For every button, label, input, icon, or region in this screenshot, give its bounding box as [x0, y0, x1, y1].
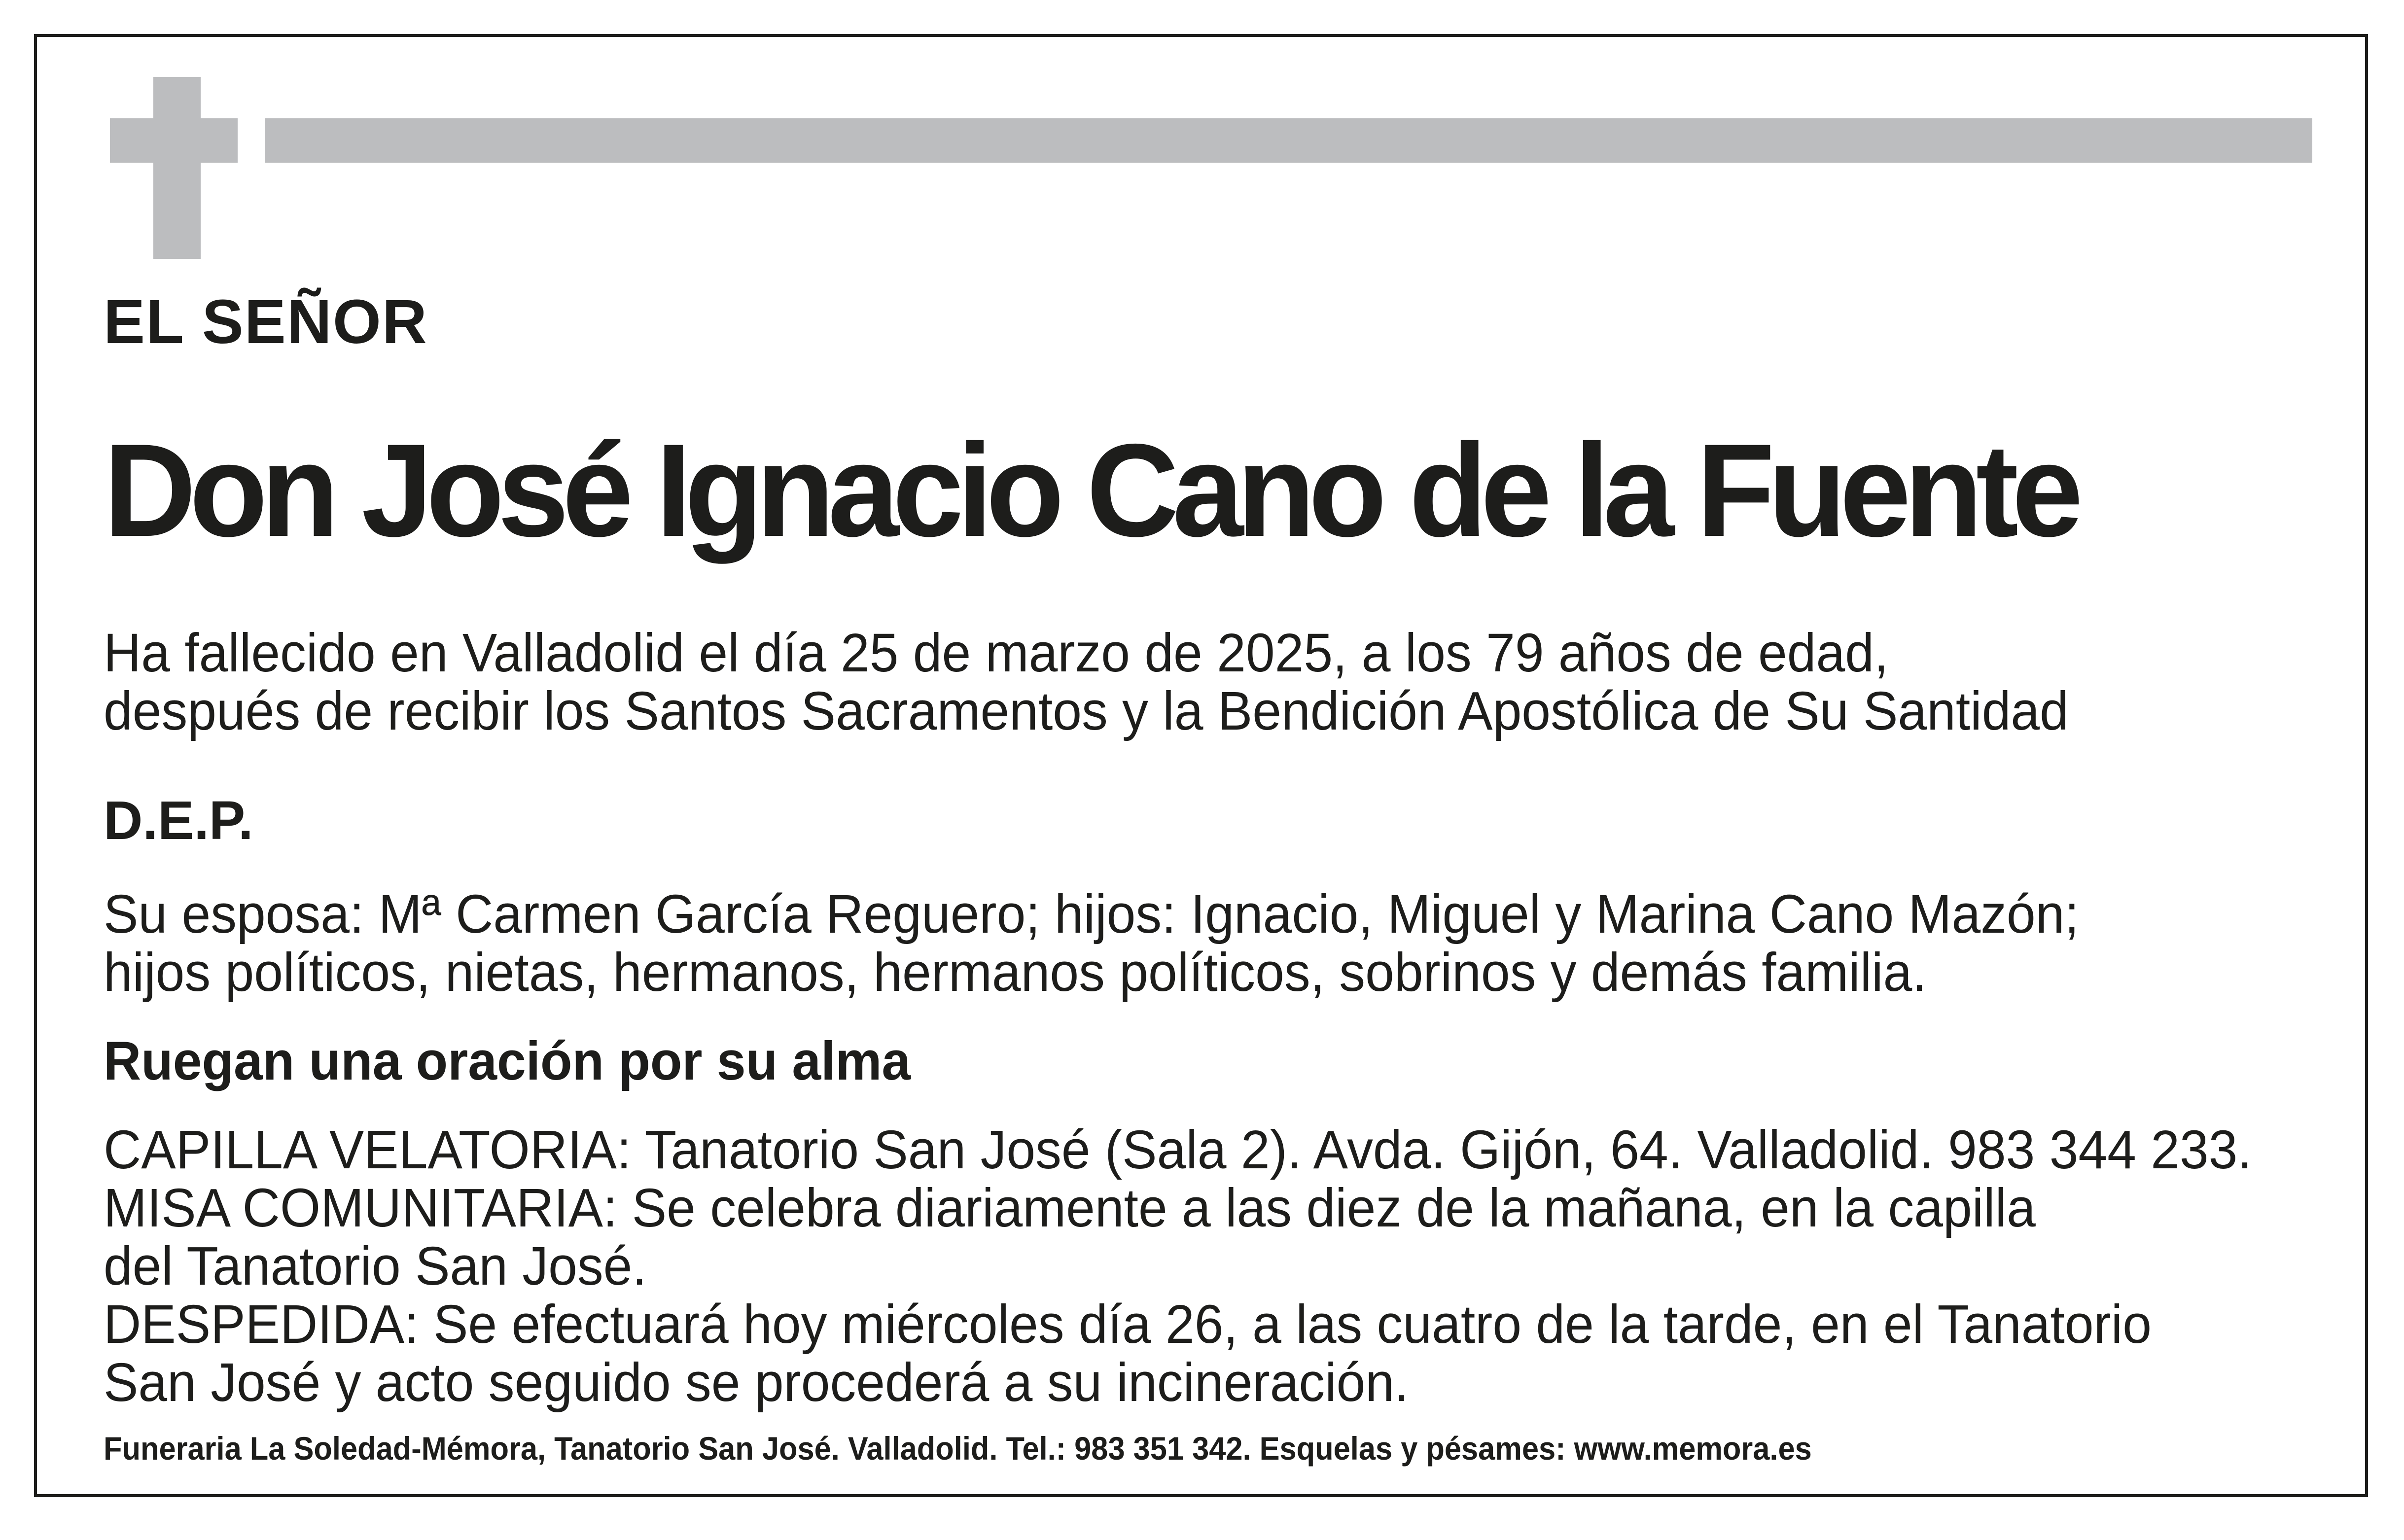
deceased-name: Don José Ignacio Cano de la Fuente [104, 416, 2077, 564]
rip-label: D.E.P. [104, 790, 253, 851]
detail-line: del Tanatorio San José. [104, 1236, 647, 1296]
cross-vertical-bar [153, 77, 201, 259]
cross-horizontal-bar [110, 118, 238, 163]
funeral-home-footer: Funeraria La Soledad-Mémora, Tanatorio San José. Valladolid. Tel.: 983 351 342. Esquelas y pésames: www.memora.es [104, 1430, 1812, 1467]
prayer-request: Ruegan una oración por su alma [104, 1031, 911, 1091]
announcement-line: Ha fallecido en Valladolid el día 25 de marzo de 2025, a los 79 años de edad, [104, 623, 1889, 683]
family-line: hijos políticos, nietas, hermanos, hermanos políticos, sobrinos y demás familia. [104, 942, 1927, 1003]
header-rule [265, 118, 2312, 163]
family-line: Su esposa: Mª Carmen García Reguero; hijos: Ignacio, Miguel y Marina Cano Mazón; [104, 884, 2079, 945]
announcement-line: después de recibir los Santos Sacramentos y la Bendición Apostólica de Su Santidad [104, 681, 2069, 741]
detail-line: DESPEDIDA: Se efectuará hoy miércoles día 26, a las cuatro de la tarde, en el Tanatorio [104, 1294, 2152, 1355]
detail-line: MISA COMUNITARIA: Se celebra diariamente a las diez de la mañana, en la capilla [104, 1178, 2036, 1238]
detail-line: San José y acto seguido se procederá a su incineración. [104, 1352, 1409, 1413]
honorific-title: EL SEÑOR [104, 287, 428, 356]
detail-line: CAPILLA VELATORIA: Tanatorio San José (Sala 2). Avda. Gijón, 64. Valladolid. 983 344 233. [104, 1120, 2252, 1180]
